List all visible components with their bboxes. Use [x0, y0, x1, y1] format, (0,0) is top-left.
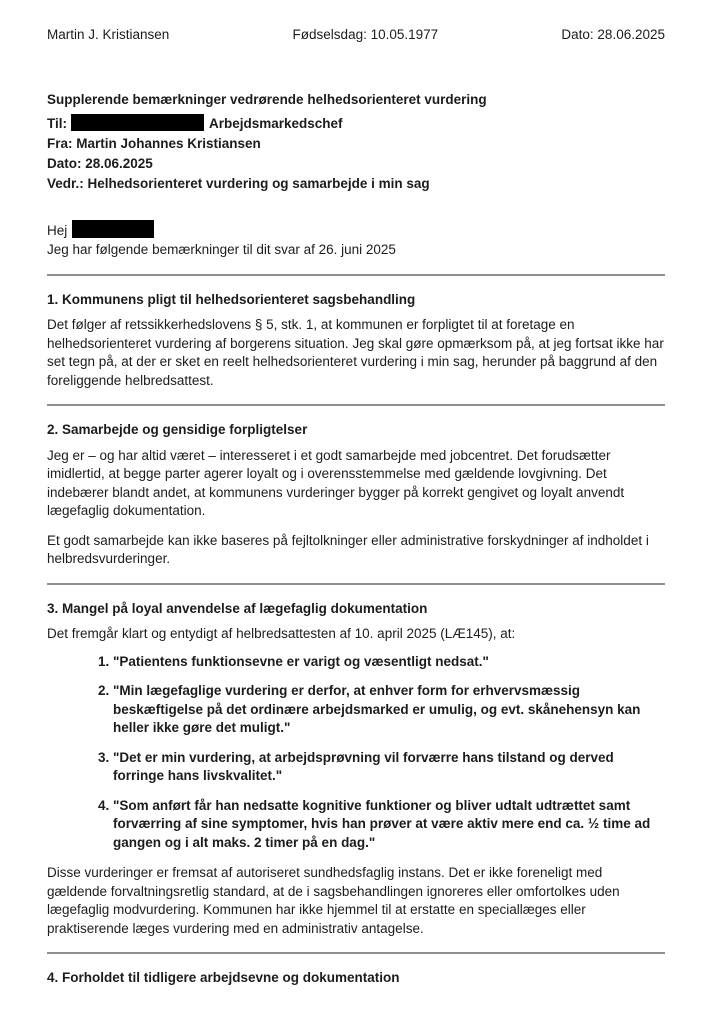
section-2-paragraph-2: Et godt samarbejde kan ikke baseres på fejltolkninger eller administrative forskydninger af indholdet i helbredsvurderinger.	[47, 532, 649, 566]
redaction-box-recipient	[71, 114, 204, 131]
date-line: Dato: 28.06.2025	[47, 156, 153, 171]
document-header	[47, 26, 665, 45]
section-1-paragraph: Det følger af retssikkerhedslovens § 5, stk. 1, at kommunen er forpligtet til at foretage en helhedsorienteret vurdering af borgerens situation. Jeg skal gøre opmærksom på, at jeg fortsat ikke har set tegn på, at der er sket en reelt helhedsorienteret vurdering i min sag, herunder på baggrund af den foreliggende helbredsattest.	[47, 317, 664, 388]
section-divider	[47, 274, 665, 276]
quote-item: 3. "Det er min vurdering, at arbejdsprøvning vil forværre hans tilstand og derved forringe hans livskvalitet."	[113, 749, 665, 786]
document-title: Supplerende bemærkninger vedrørende helhedsorienteret vurdering	[47, 91, 487, 107]
greeting-salutation-line	[47, 220, 665, 241]
section-2-paragraph-1: Jeg er – og har altid været – interesseret i et godt samarbejde med jobcentret. Det forudsætter imidlertid, at begge parter agerer loyalt og i overensstemmelse med gældende lovgivning. Det indebærer blandt andet, at kommunens vurderinger bygger på korrekt gengivet og loyalt anvendt lægefaglig dokumentation.	[47, 447, 625, 518]
subject-line: Vedr.: Helhedsorienteret vurdering og samarbejde i min sag	[47, 176, 430, 191]
section-divider	[47, 583, 665, 585]
from-line: Fra: Martin Johannes Kristiansen	[47, 136, 261, 151]
header-name: Martin J. Kristiansen	[47, 27, 170, 42]
header-date: Dato: 28.06.2025	[561, 27, 665, 42]
section-1	[47, 291, 665, 391]
to-label: Til:	[47, 116, 67, 131]
section-divider	[47, 404, 665, 406]
redaction-box-greeting	[72, 220, 154, 238]
greeting-intro: Jeg har følgende bemærkninger til dit svar af 26. juni 2025	[47, 242, 396, 257]
to-line	[47, 114, 665, 134]
section-4	[47, 969, 665, 988]
greeting-salutation: Hej	[47, 223, 68, 238]
to-recipient-title: Arbejdsmarkedschef	[209, 116, 343, 131]
section-2-heading: 2. Samarbejde og gensidige forpligtelser	[47, 422, 308, 437]
quote-item: 4. "Som anført får han nedsatte kognitive funktioner og bliver udtalt udtrættet samt forværring af sine symptomer, hvis han prøver at være aktiv mere end ca. ½ time ad gangen og i alt maks. 2 timer på en dag."	[113, 797, 665, 853]
section-3-closing-paragraph: Disse vurderinger er fremsat af autoriseret sundhedsfaglig instans. Det er ikke foreneligt med gældende forvaltningsretlig standard, at de i sagsbehandlingen ignoreres eller omfortolkes uden lægefaglig modvurdering. Kommunen har ikke hjemmel til at erstatte en speciallæges eller praktiserende læges vurdering med en administrativ antagelse.	[47, 865, 620, 936]
section-4-heading: 4. Forholdet til tidligere arbejdsevne og dokumentation	[47, 970, 400, 985]
section-1-heading: 1. Kommunens pligt til helhedsorienteret sagsbehandling	[47, 291, 416, 307]
header-birthdate: Fødselsdag: 10.05.1977	[292, 27, 439, 42]
recipient-block	[47, 114, 665, 194]
quote-list	[47, 653, 665, 853]
section-2	[47, 421, 665, 569]
section-3-heading: 3. Mangel på loyal anvendelse af lægefaglig dokumentation	[47, 600, 428, 616]
section-3-intro: Det fremgår klart og entydigt af helbredsattesten af 10. april 2025 (LÆ145), at:	[47, 626, 516, 641]
section-3	[47, 600, 665, 939]
greeting-block	[47, 220, 665, 260]
section-divider	[47, 952, 665, 954]
quote-item: 2. "Min lægefaglige vurdering er derfor, at enhver form for erhvervsmæssig beskæftigelse på det ordinære arbejdsmarked er umulig, og evt. skånehensyn kan heller ikke gøre det muligt."	[113, 682, 665, 738]
quote-item: 1. "Patientens funktionsevne er varigt og væsentligt nedsat."	[113, 653, 665, 672]
